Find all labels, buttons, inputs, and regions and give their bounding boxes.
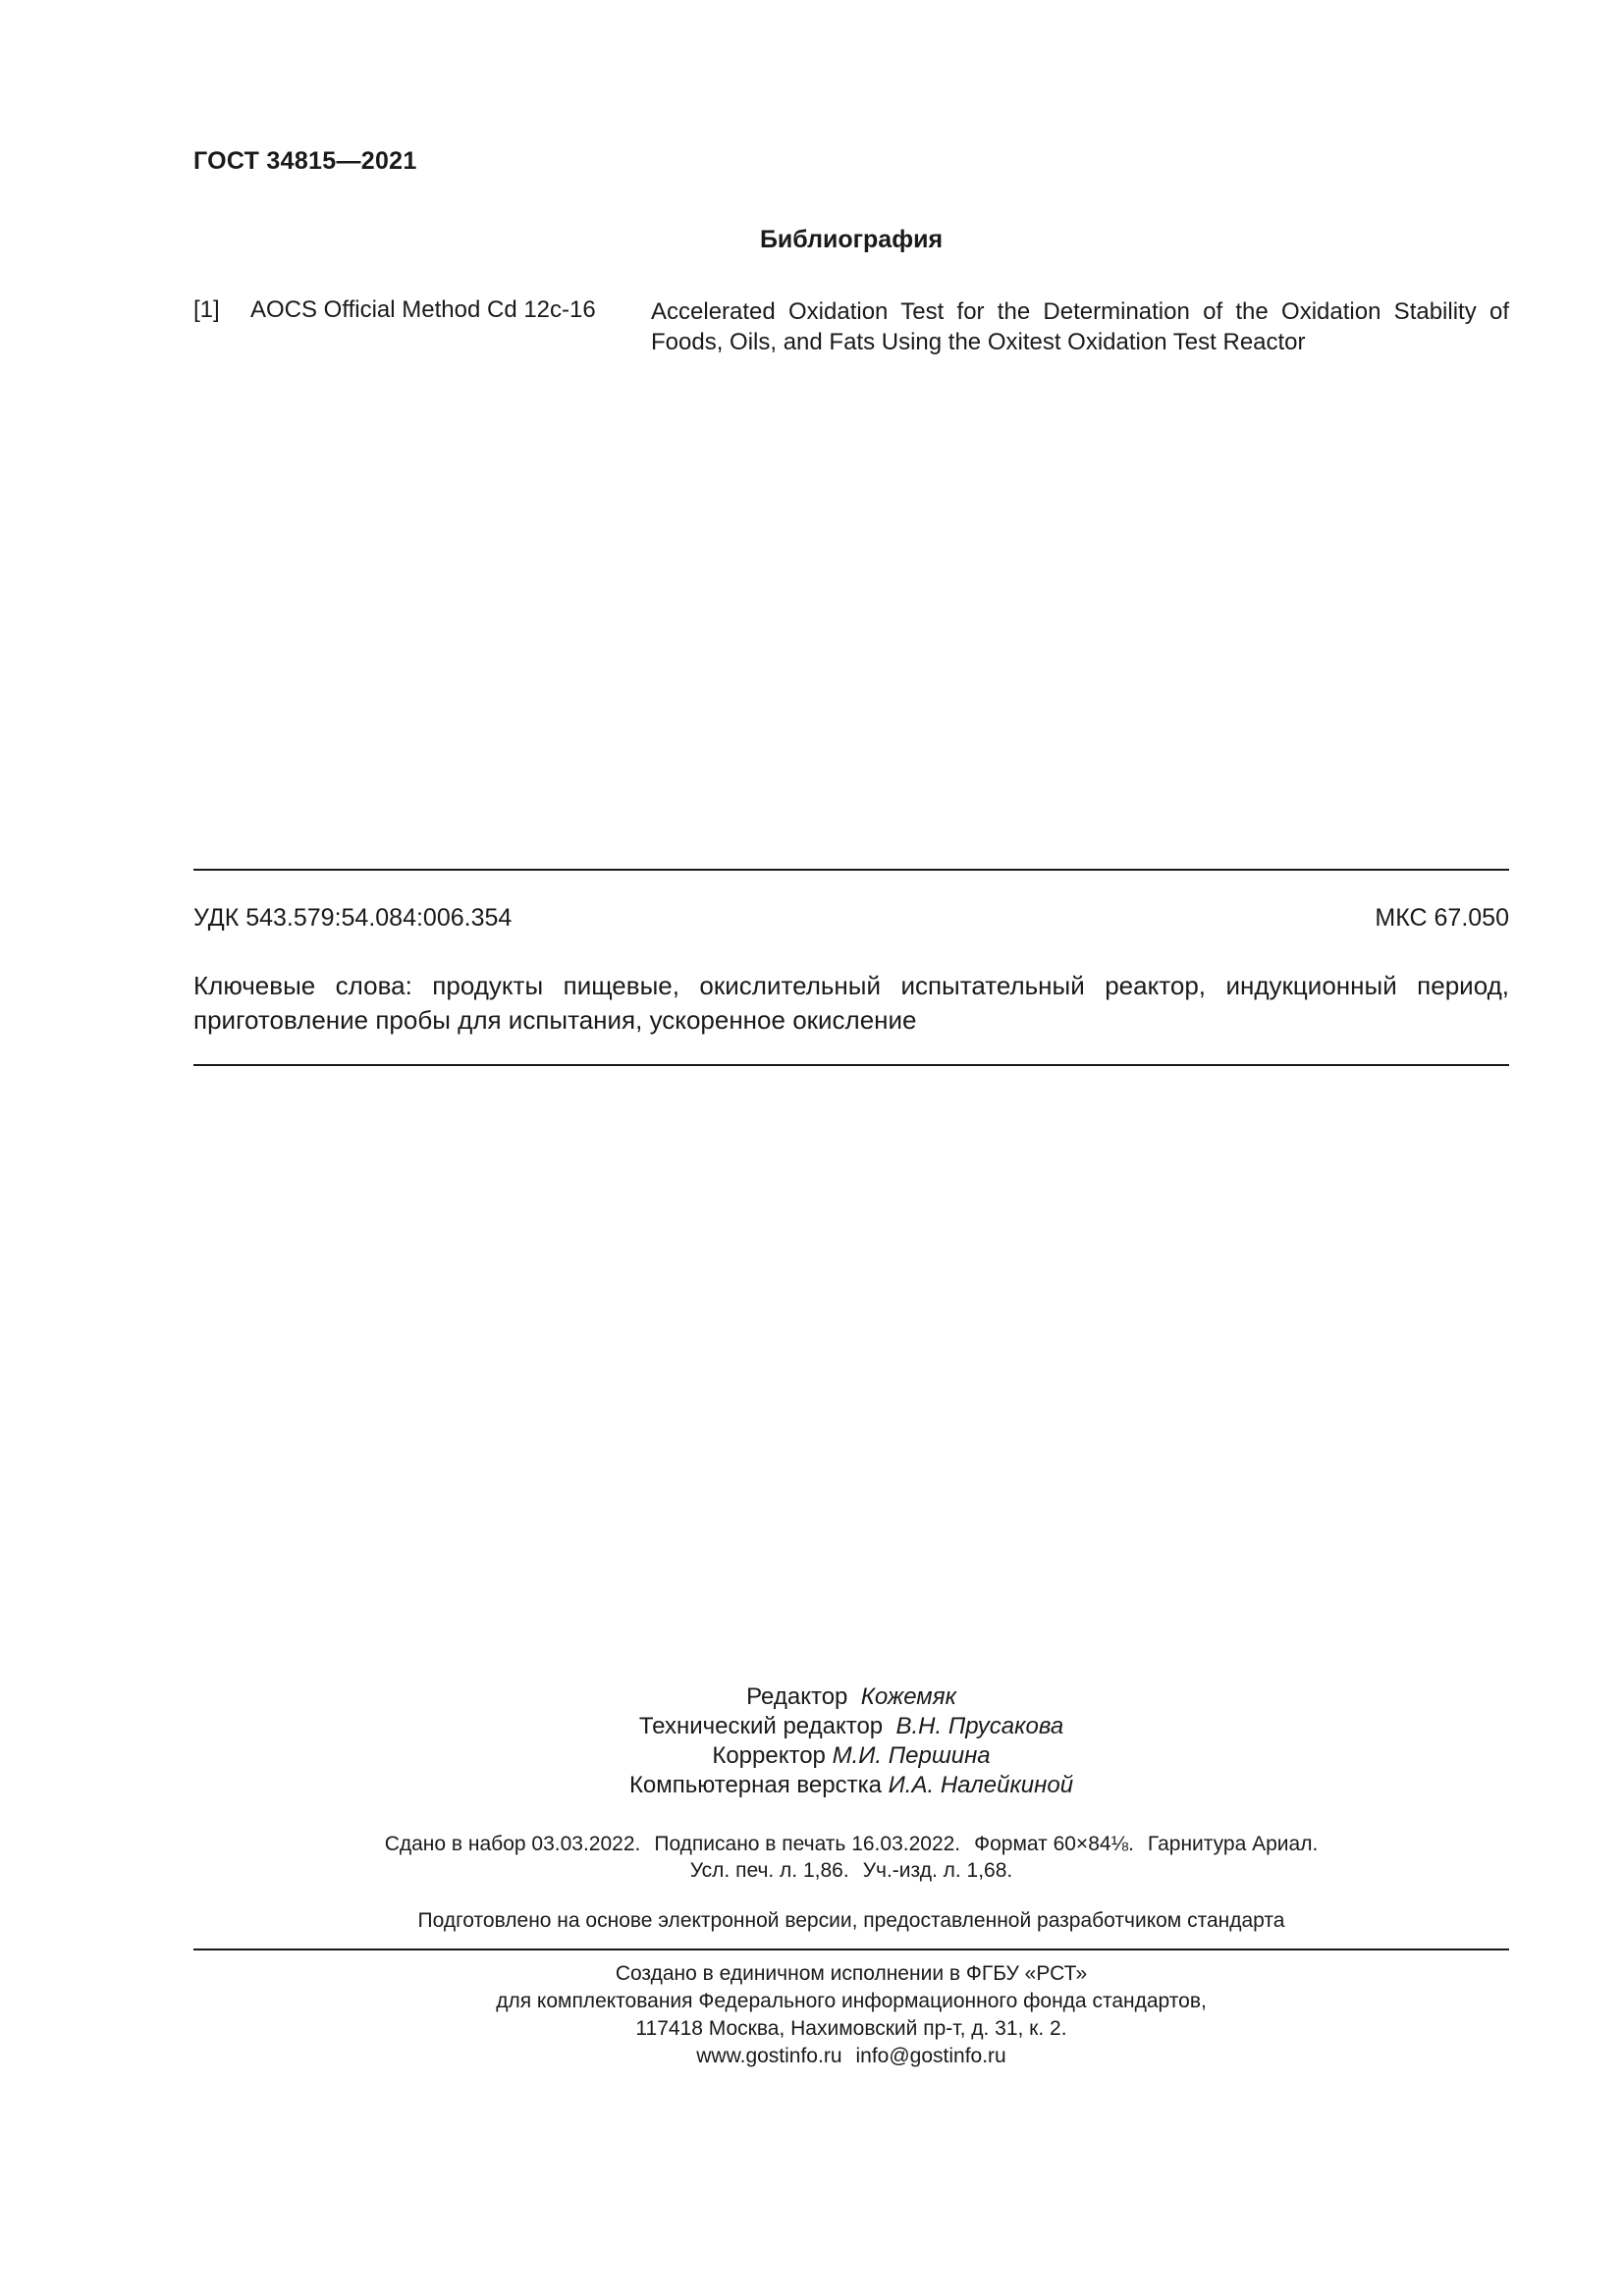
publisher-email: info@gostinfo.ru (855, 2045, 1006, 2067)
credit-layout (193, 1771, 1509, 1800)
credit-proofreader (193, 1741, 1509, 1771)
keywords: Ключевые слова: продукты пищевые, окислительный испытательный реактор, индукционный период, приготовление пробы для испытания, ускоренное окисление (193, 971, 1509, 1035)
credit-proofreader-label: Корректор (712, 1742, 826, 1769)
divider-middle (193, 1064, 1509, 1066)
credit-layout-name: И.А. Налейкиной (888, 1772, 1074, 1798)
divider-bottom (193, 1949, 1509, 1950)
credit-tech-editor-name: В.Н. Прусакова (895, 1713, 1064, 1739)
credits-block (193, 1682, 1509, 1800)
credit-editor (193, 1682, 1509, 1712)
bibliography-entry-number: [1] (193, 296, 220, 323)
print-info-block (193, 1831, 1509, 1884)
publisher-contacts (193, 2043, 1509, 2070)
print-info-line-1 (193, 1831, 1509, 1857)
print-signed: Подписано в печать 16.03.2022. (654, 1833, 961, 1855)
print-typeface: Гарнитура Ариал. (1147, 1833, 1319, 1855)
publisher-block (193, 1960, 1509, 2070)
publish-sheets: Уч.-изд. л. 1,68. (862, 1859, 1013, 1882)
credit-editor-label: Редактор (746, 1683, 848, 1710)
credit-tech-editor-label: Технический редактор (638, 1713, 884, 1739)
publisher-line-2: для комплектования Федерального информационного фонда стандартов, (496, 1990, 1207, 2012)
credit-tech-editor (193, 1712, 1509, 1741)
credit-proofreader-name: М.И. Першина (832, 1742, 991, 1769)
print-sheets: Усл. печ. л. 1,86. (689, 1859, 849, 1882)
ics-code: МКС 67.050 (1375, 904, 1509, 932)
print-info-line-2 (193, 1857, 1509, 1884)
udc-code: УДК 543.579:54.084:006.354 (193, 904, 513, 932)
print-format: Формат 60×84⅛. (974, 1833, 1134, 1855)
credit-editor-name: Кожемяк (860, 1683, 956, 1710)
publisher-website: www.gostinfo.ru (696, 2045, 842, 2067)
print-typeset: Сдано в набор 03.03.2022. (384, 1833, 641, 1855)
bibliography-entry-description: Accelerated Oxidation Test for the Determination of the Oxidation Stability of Foods, Oils, and Fats Using the Oxitest Oxidation Test Reactor (651, 298, 1509, 355)
bibliography-entry-source: AOCS Official Method Cd 12c-16 (250, 296, 596, 323)
credit-layout-label: Компьютерная верстка (628, 1772, 882, 1798)
publisher-line-3: 117418 Москва, Нахимовский пр-т, д. 31, к. 2. (635, 2017, 1067, 2040)
bibliography-title: Библиография (759, 226, 944, 253)
prepared-note: Подготовлено на основе электронной версии, предоставленной разработчиком стандарта (417, 1909, 1285, 1932)
document-code: ГОСТ 34815—2021 (193, 147, 417, 175)
divider-top (193, 869, 1509, 871)
publisher-line-1: Создано в единичном исполнении в ФГБУ «РСТ» (615, 1962, 1088, 1985)
